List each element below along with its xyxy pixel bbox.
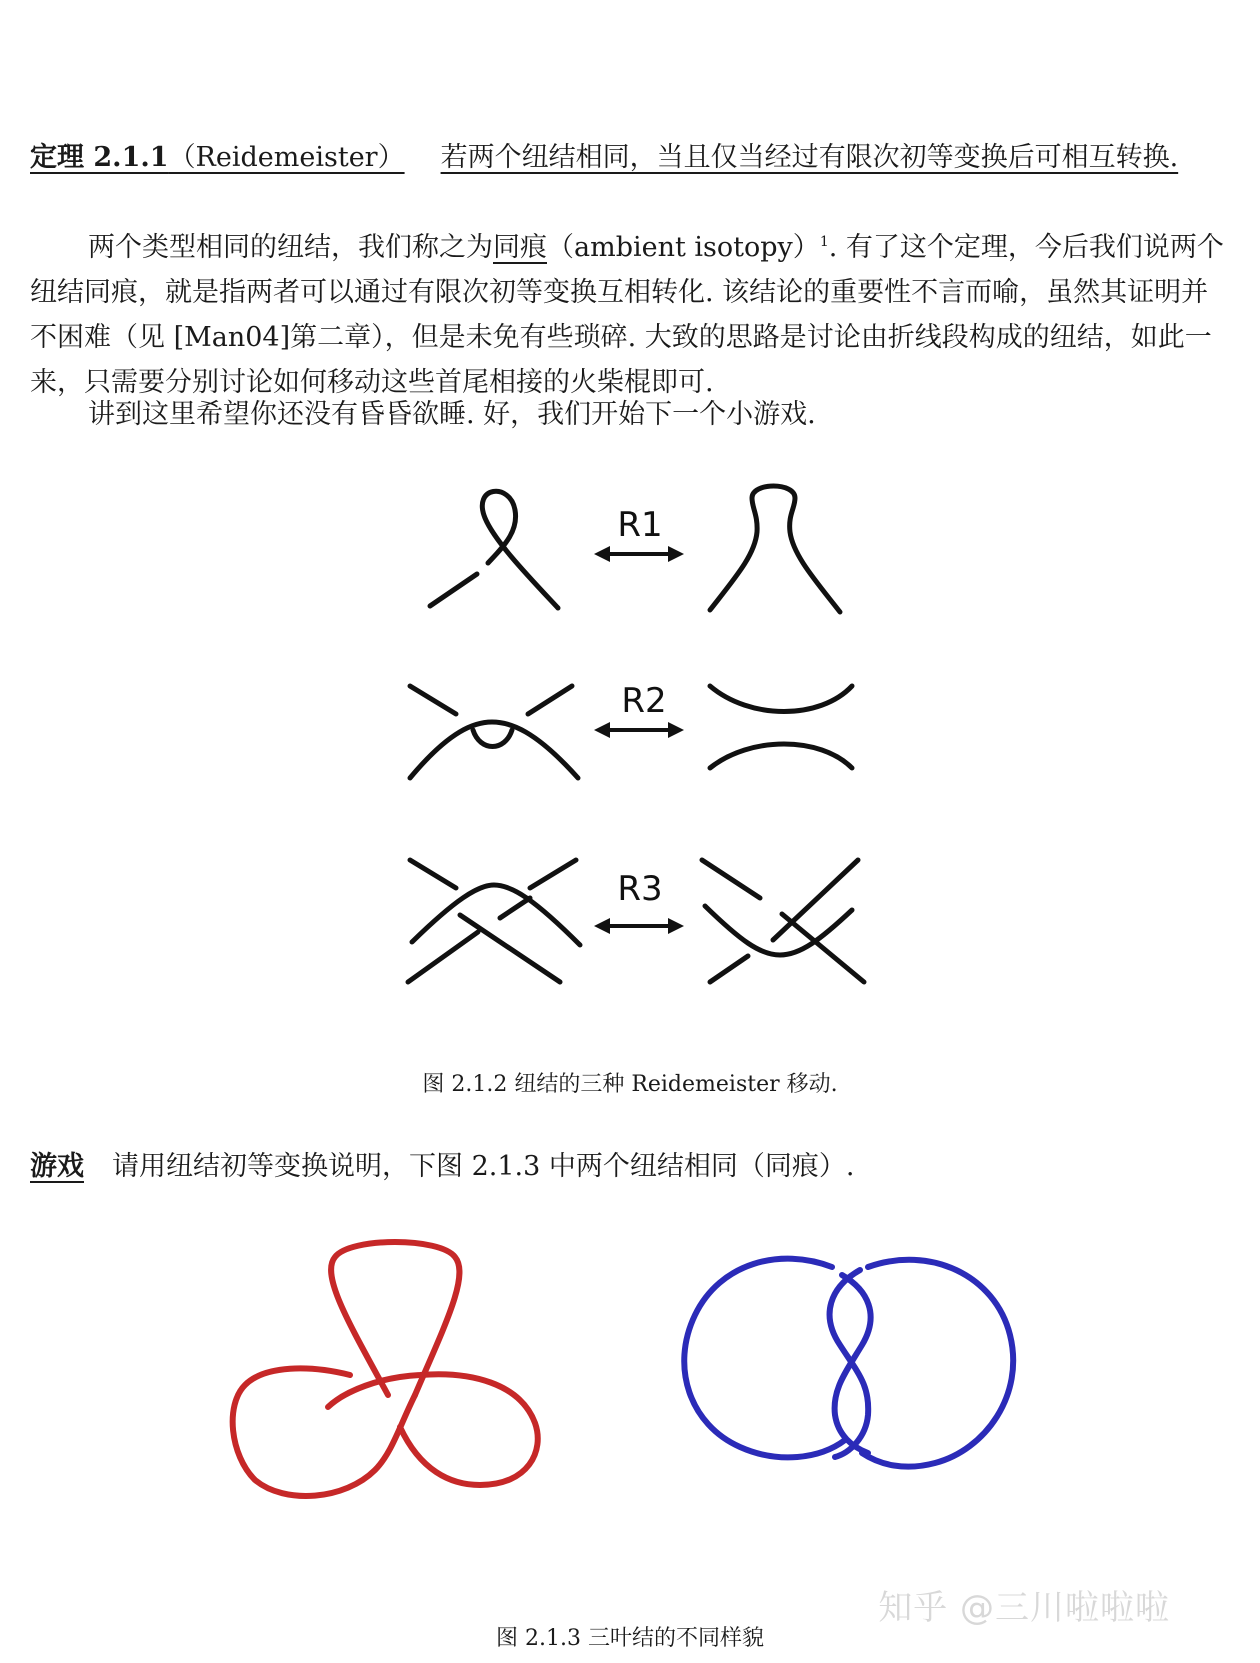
theorem-source: （Reidemeister） <box>168 142 405 173</box>
r2-left-diagram <box>410 686 578 778</box>
r1-label: R1 <box>617 505 663 545</box>
red-trefoil-knot <box>233 1242 538 1496</box>
paragraph-ambient-isotopy <box>30 225 1230 405</box>
figure-2-1-3-caption: 图 2.1.3 三叶结的不同样貌 <box>496 1626 764 1651</box>
r1-right-diagram <box>710 486 840 612</box>
r2-label: R2 <box>621 681 667 721</box>
term-ambient-isotopy: 同痕 <box>493 232 547 263</box>
paragraph-1-lead: 两个类型相同的纽结，我们称之为 <box>88 232 493 263</box>
r1-left-diagram <box>430 491 558 608</box>
term-english: （ambient isotopy） <box>547 232 820 263</box>
r3-label: R3 <box>617 869 663 909</box>
footnote-mark[interactable]: 1 <box>819 234 829 250</box>
trefoil-knots-figure <box>0 1215 1260 1615</box>
game-prompt <box>30 1147 1230 1187</box>
theorem-label: 定理 2.1.1 <box>30 142 169 173</box>
reidemeister-moves-figure <box>0 470 1260 1030</box>
theorem-2-1-1 <box>30 140 1230 176</box>
paragraph-transition: 讲到这里希望你还没有昏昏欲睡. 好，我们开始下一个小游戏. <box>88 399 816 430</box>
r3-left-diagram <box>408 860 580 982</box>
game-label: 游戏 <box>30 1151 84 1182</box>
r2-right-diagram <box>710 686 852 768</box>
zhihu-watermark: 知乎 @三川啦啦啦 <box>878 1588 1170 1628</box>
figure-2-1-2-caption: 图 2.1.2 纽结的三种 Reidemeister 移动. <box>422 1072 838 1097</box>
blue-trefoil-knot <box>684 1259 1013 1467</box>
r3-right-diagram <box>702 860 864 982</box>
game-text: 请用纽结初等变换说明，下图 2.1.3 中两个纽结相同（同痕）. <box>112 1151 855 1182</box>
theorem-statement: 若两个纽结相同，当且仅当经过有限次初等变换后可相互转换. <box>440 142 1179 173</box>
paragraph-1-rest: . 有了这个定理，今后我们说两个纽结同痕，就是指两者可以通过有限次初等变换互相转化. 该结论的重要性不言而喻，虽然其证明并不困难（见 [Man04]第二章），但是未免有些琐碎. 大致的思路是讨论由折线段构成的纽结，如此一来，只需要分别讨论如何移动这些首尾相接的火柴棍即可. <box>30 232 1224 398</box>
